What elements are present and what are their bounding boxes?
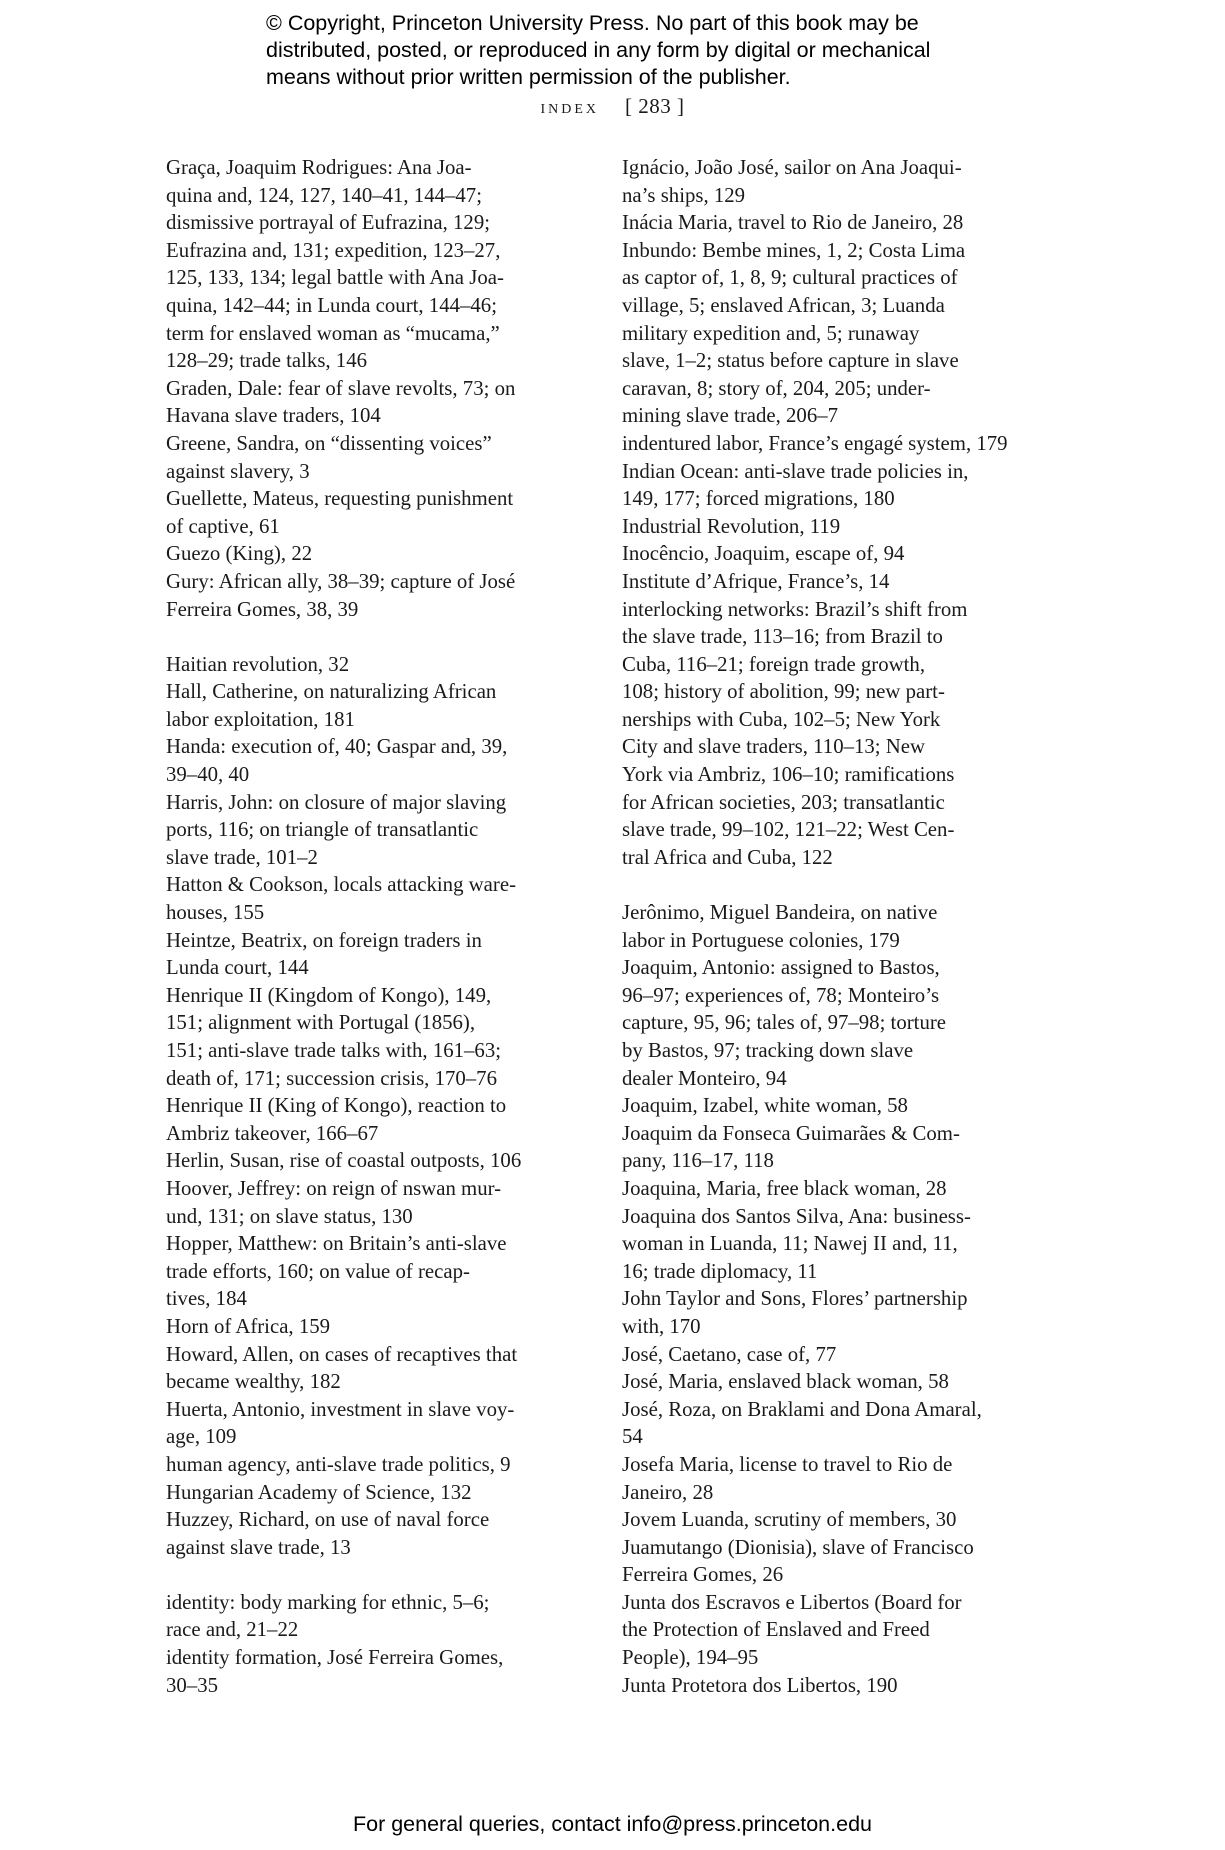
index-entry: [622, 430, 1042, 458]
index-entry-heading-line: Jovem Luanda, scrutiny of members, 30: [622, 1508, 957, 1532]
index-entry-continuation-line: Janeiro, 28: [622, 1480, 714, 1504]
index-entry-heading-line: human agency, anti-slave trade politics, 9: [166, 1452, 511, 1476]
index-entry-heading-line: Hatton & Cookson, locals attacking ware-: [166, 873, 516, 897]
index-entry-continuation-line: pany, 116–17, 118: [622, 1149, 774, 1173]
index-entry-continuation-line: Ferreira Gomes, 26: [622, 1563, 784, 1587]
index-entry: [622, 1368, 1042, 1396]
index-entry-continuation-line: for African societies, 203; transatlantic: [622, 790, 945, 814]
index-entry-continuation-line: 96–97; experiences of, 78; Monteiro’s: [622, 983, 940, 1007]
index-entry-heading-line: Henrique II (Kingdom of Kongo), 149,: [166, 983, 492, 1007]
index-entry-continuation-line: 125, 133, 134; legal battle with Ana Joa-: [166, 266, 504, 290]
index-entry: [622, 1589, 1042, 1672]
index-entry: [622, 899, 1042, 954]
index-entry-heading-line: Huzzey, Richard, on use of naval force: [166, 1508, 490, 1532]
index-entry: [166, 1589, 566, 1644]
index-entry-continuation-line: Lunda court, 144: [166, 956, 309, 980]
index-entry-continuation-line: the Protection of Enslaved and Freed: [622, 1618, 930, 1642]
index-entry: [166, 871, 566, 926]
index-entry-continuation-line: became wealthy, 182: [166, 1370, 341, 1394]
index-entry-continuation-line: Cuba, 116–21; foreign trade growth,: [622, 652, 926, 676]
index-entry-continuation-line: labor exploitation, 181: [166, 707, 355, 731]
index-entry-heading-line: Junta dos Escravos e Libertos (Board for: [622, 1590, 962, 1614]
index-entry-continuation-line: slave trade, 99–102, 121–22; West Cen-: [622, 818, 955, 842]
index-entry-heading-line: Hungarian Academy of Science, 132: [166, 1480, 472, 1504]
index-entry-heading-line: Herlin, Susan, rise of coastal outposts, 106: [166, 1149, 522, 1173]
footer-contact: For general queries, contact info@press.princeton.edu: [352, 1812, 872, 1836]
index-entry: [622, 1120, 1042, 1175]
index-entry-heading-line: Junta Protetora dos Libertos, 190: [622, 1673, 898, 1697]
index-entry: [622, 596, 1042, 872]
letter-group-gap: [166, 1561, 566, 1589]
index-entry-continuation-line: Havana slave traders, 104: [166, 404, 381, 428]
index-entry: [622, 1203, 1042, 1286]
index-entry-heading-line: Handa: execution of, 40; Gaspar and, 39,: [166, 735, 508, 759]
index-entry: [166, 1313, 566, 1341]
index-entry-continuation-line: 54: [622, 1425, 643, 1449]
index-entry: [622, 1534, 1042, 1589]
index-entry-continuation-line: dismissive portrayal of Eufrazina, 129;: [166, 211, 490, 235]
index-entry-heading-line: Joaquim, Izabel, white woman, 58: [622, 1094, 908, 1118]
index-entry-heading-line: Henrique II (King of Kongo), reaction to: [166, 1094, 507, 1118]
index-entry: [622, 540, 1042, 568]
index-entry: [166, 1230, 566, 1313]
index-entry-continuation-line: age, 109: [166, 1425, 237, 1449]
index-entry-continuation-line: labor in Portuguese colonies, 179: [622, 928, 900, 952]
index-entry: [622, 458, 1042, 513]
index-entry: [166, 651, 566, 679]
index-entry-heading-line: Harris, John: on closure of major slaving: [166, 790, 507, 814]
copyright-line: © Copyright, Princeton University Press. No part of this book may be: [266, 11, 919, 35]
index-entry-continuation-line: of captive, 61: [166, 514, 280, 538]
index-entry-continuation-line: 16; trade diplomacy, 11: [622, 1259, 818, 1283]
copyright-line: distributed, posted, or reproduced in any form by digital or mechanical: [266, 38, 931, 62]
index-entry-continuation-line: caravan, 8; story of, 204, 205; under-: [622, 376, 931, 400]
index-entry: [166, 1341, 566, 1396]
index-entry-continuation-line: against slavery, 3: [166, 459, 310, 483]
index-column-right: [622, 154, 1042, 1699]
index-entry-heading-line: Juamutango (Dionisia), slave of Francisco: [622, 1535, 974, 1559]
index-entry-continuation-line: 108; history of abolition, 99; new part-: [622, 680, 945, 704]
running-head-label: index: [540, 96, 600, 118]
index-entry: [166, 789, 566, 872]
index-entry-continuation-line: und, 131; on slave status, 130: [166, 1204, 413, 1228]
index-entry-continuation-line: trade efforts, 160; on value of recap-: [166, 1259, 470, 1283]
index-entry: [622, 1672, 1042, 1700]
index-entry: [166, 540, 566, 568]
copyright-line: means without prior written permission of the publisher.: [266, 65, 791, 89]
index-entry-heading-line: José, Roza, on Braklami and Dona Amaral,: [622, 1397, 982, 1421]
index-entry-heading-line: Guellette, Mateus, requesting punishment: [166, 487, 514, 511]
index-entry: [166, 678, 566, 733]
index-entry-continuation-line: ports, 116; on triangle of transatlantic: [166, 818, 479, 842]
index-entry-continuation-line: slave trade, 101–2: [166, 845, 318, 869]
index-entry-heading-line: Inácia Maria, travel to Rio de Janeiro, 28: [622, 211, 964, 235]
index-entry-heading-line: Inocêncio, Joaquim, escape of, 94: [622, 542, 905, 566]
running-head: [0, 94, 1225, 119]
index-entry-continuation-line: 128–29; trade talks, 146: [166, 349, 368, 373]
index-entry-heading-line: interlocking networks: Brazil’s shift from: [622, 597, 968, 621]
index-entry: [166, 927, 566, 982]
index-entry-continuation-line: with, 170: [622, 1314, 701, 1338]
index-column-left: [166, 154, 566, 1699]
letter-group-gap: [166, 623, 566, 651]
index-entry-heading-line: José, Caetano, case of, 77: [622, 1342, 837, 1366]
index-entry-continuation-line: 39–40, 40: [166, 763, 250, 787]
index-entry-heading-line: Huerta, Antonio, investment in slave voy-: [166, 1397, 515, 1421]
copyright-notice: [266, 10, 1026, 91]
index-entry: [166, 430, 566, 485]
index-entry: [622, 954, 1042, 1092]
index-entry-continuation-line: houses, 155: [166, 901, 265, 925]
index-entry-heading-line: Guezo (King), 22: [166, 542, 313, 566]
index-entry-continuation-line: 149, 177; forced migrations, 180: [622, 487, 895, 511]
index-entry: [622, 568, 1042, 596]
index-entry-heading-line: Ignácio, João José, sailor on Ana Joaqui-: [622, 156, 962, 179]
index-entry-heading-line: identity: body marking for ethnic, 5–6;: [166, 1590, 490, 1614]
index-entry-continuation-line: as captor of, 1, 8, 9; cultural practices of: [622, 266, 958, 290]
index-entry-continuation-line: term for enslaved woman as “mucama,”: [166, 321, 500, 345]
index-entry: [622, 237, 1042, 430]
index-entry-heading-line: identity formation, José Ferreira Gomes,: [166, 1646, 504, 1670]
index-entry-heading-line: Joaquina, Maria, free black woman, 28: [622, 1176, 947, 1200]
index-entry-heading-line: Heintze, Beatrix, on foreign traders in: [166, 928, 482, 952]
index-entry-heading-line: Graden, Dale: fear of slave revolts, 73; on: [166, 376, 516, 400]
index-entry: [622, 1506, 1042, 1534]
index-entry: [166, 375, 566, 430]
index-entry-continuation-line: race and, 21–22: [166, 1618, 299, 1642]
index-entry: [622, 1451, 1042, 1506]
index-entry-continuation-line: na’s ships, 129: [622, 183, 746, 207]
index-entry-heading-line: José, Maria, enslaved black woman, 58: [622, 1370, 949, 1394]
index-entry-continuation-line: Eufrazina and, 131; expedition, 123–27,: [166, 238, 501, 262]
index-entry-heading-line: Industrial Revolution, 119: [622, 514, 841, 538]
index-entry-heading-line: Indian Ocean: anti-slave trade policies in,: [622, 459, 969, 483]
index-entry: [166, 154, 566, 375]
index-entry: [166, 485, 566, 540]
index-entry-continuation-line: mining slave trade, 206–7: [622, 404, 839, 428]
index-entry-continuation-line: dealer Monteiro, 94: [622, 1066, 787, 1090]
index-entry-heading-line: Graça, Joaquim Rodrigues: Ana Joa-: [166, 156, 472, 179]
index-entry-continuation-line: village, 5; enslaved African, 3; Luanda: [622, 293, 945, 317]
letter-group-gap: [622, 871, 1042, 899]
index-entry-heading-line: Inbundo: Bembe mines, 1, 2; Costa Lima: [622, 238, 966, 262]
index-entry: [166, 1506, 566, 1561]
index-entry-heading-line: Hoover, Jeffrey: on reign of nswan mur-: [166, 1176, 502, 1200]
index-entry: [166, 982, 566, 1092]
index-entry-heading-line: Gury: African ally, 38–39; capture of José: [166, 569, 516, 593]
index-entry-continuation-line: 151; anti-slave trade talks with, 161–63;: [166, 1039, 501, 1062]
index-entry-continuation-line: tral Africa and Cuba, 122: [622, 845, 833, 869]
index-entry-heading-line: Josefa Maria, license to travel to Rio de: [622, 1452, 953, 1476]
index-entry: [622, 209, 1042, 237]
index-entry: [622, 1092, 1042, 1120]
index-entry-heading-line: Institute d’Afrique, France’s, 14: [622, 569, 890, 593]
index-entry: [622, 1285, 1042, 1340]
index-entry: [622, 154, 1042, 209]
index-entry: [166, 1479, 566, 1507]
index-entry-heading-line: Horn of Africa, 159: [166, 1314, 331, 1338]
index-entry: [166, 1396, 566, 1451]
index-entry-heading-line: Joaquim da Fonseca Guimarães & Com-: [622, 1121, 960, 1145]
index-entry-continuation-line: capture, 95, 96; tales of, 97–98; torture: [622, 1011, 946, 1035]
index-entry: [622, 513, 1042, 541]
index-entry: [166, 1644, 566, 1699]
index-entry: [166, 733, 566, 788]
index-entry-continuation-line: Ambriz takeover, 166–67: [166, 1121, 379, 1145]
index-entry-continuation-line: quina, 142–44; in Lunda court, 144–46;: [166, 293, 497, 317]
index-entry-continuation-line: against slave trade, 13: [166, 1535, 351, 1559]
index-entry-continuation-line: City and slave traders, 110–13; New: [622, 735, 926, 759]
index-entry-continuation-line: Ferreira Gomes, 38, 39: [166, 597, 359, 621]
index-entry-continuation-line: military expedition and, 5; runaway: [622, 321, 920, 345]
index-entry-continuation-line: slave, 1–2; status before capture in slave: [622, 349, 959, 373]
page-number: [ 283 ]: [625, 94, 685, 118]
index-entry-continuation-line: 151; alignment with Portugal (1856),: [166, 1011, 476, 1035]
index-entry-heading-line: Greene, Sandra, on “dissenting voices”: [166, 431, 492, 455]
index-entry-heading-line: indentured labor, France’s engagé system, 179: [622, 431, 1008, 455]
index-entry-continuation-line: death of, 171; succession crisis, 170–76: [166, 1066, 497, 1090]
index-entry-continuation-line: the slave trade, 113–16; from Brazil to: [622, 625, 943, 649]
index-entry-heading-line: Hopper, Matthew: on Britain’s anti-slave: [166, 1232, 507, 1256]
index-entry-continuation-line: by Bastos, 97; tracking down slave: [622, 1039, 914, 1062]
index-entry-heading-line: Howard, Allen, on cases of recaptives that: [166, 1342, 518, 1366]
index-entry-continuation-line: nerships with Cuba, 102–5; New York: [622, 707, 941, 731]
index-entry: [166, 1092, 566, 1147]
index-entry-heading-line: Hall, Catherine, on naturalizing African: [166, 680, 497, 704]
index-entry-continuation-line: York via Ambriz, 106–10; ramifications: [622, 763, 955, 787]
index-entry: [166, 1451, 566, 1479]
index-entry-continuation-line: People), 194–95: [622, 1646, 759, 1670]
index-entry: [622, 1175, 1042, 1203]
index-entry: [166, 1175, 566, 1230]
index-entry: [622, 1396, 1042, 1451]
index-entry-heading-line: Haitian revolution, 32: [166, 652, 350, 676]
index-entry-heading-line: Joaquina dos Santos Silva, Ana: business-: [622, 1204, 971, 1228]
index-entry-continuation-line: woman in Luanda, 11; Nawej II and, 11,: [622, 1232, 958, 1256]
index-entry-continuation-line: 30–35: [166, 1673, 218, 1697]
index-entry: [166, 568, 566, 623]
index-entry-heading-line: John Taylor and Sons, Flores’ partnership: [622, 1287, 968, 1311]
index-entry-continuation-line: quina and, 124, 127, 140–41, 144–47;: [166, 183, 482, 207]
index-entry-continuation-line: tives, 184: [166, 1287, 247, 1311]
index-entry: [622, 1341, 1042, 1369]
index-entry-heading-line: Joaquim, Antonio: assigned to Bastos,: [622, 956, 940, 980]
index-entry-heading-line: Jerônimo, Miguel Bandeira, on native: [622, 901, 938, 925]
index-entry: [166, 1147, 566, 1175]
